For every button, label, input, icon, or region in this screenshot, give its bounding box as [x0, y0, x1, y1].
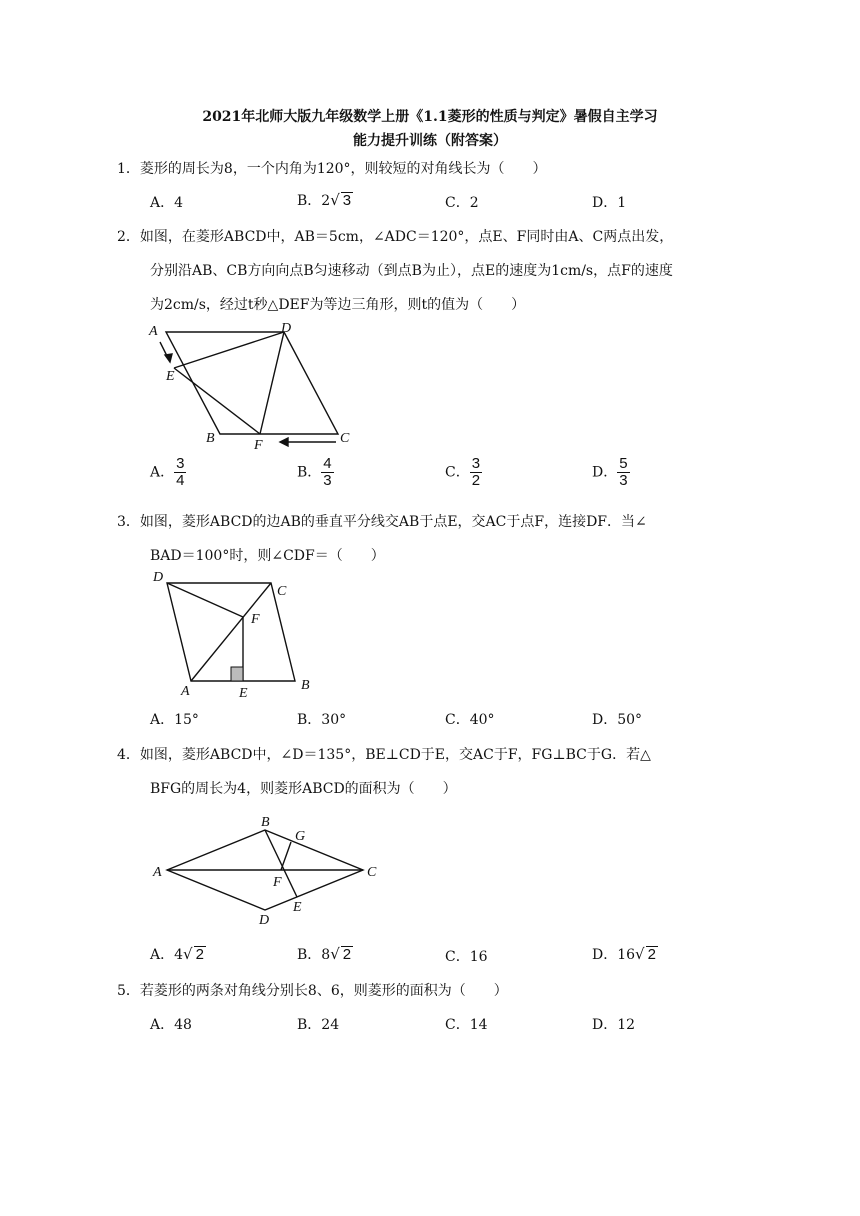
- q4-label-f: F: [273, 875, 282, 890]
- q2-label-b: B: [206, 431, 215, 446]
- q2-option-b-label: B．: [297, 464, 322, 481]
- q1-option-a: A．4: [150, 195, 184, 211]
- q4-option-b-prefix: B．8: [297, 947, 331, 963]
- q2-segment-df: [260, 332, 284, 434]
- q2-option-c-label: C．: [445, 464, 470, 481]
- question-2-line-3: 为2cm/s，经过t秒△DEF为等边三角形，则t的值为（ ）: [150, 297, 526, 313]
- question-4-text-1: [117, 744, 651, 764]
- figure-q4-rhombus: [145, 810, 385, 930]
- q2-option-c: [445, 456, 482, 489]
- q1-option-b: [297, 190, 353, 210]
- sqrt-icon: √: [183, 945, 193, 963]
- question-2-number: 2．: [117, 229, 140, 245]
- q2-option-b: [297, 456, 334, 489]
- q4-label-b: B: [261, 815, 270, 830]
- q2-option-a-label: A．: [150, 464, 175, 481]
- question-1-number: 1．: [117, 161, 140, 177]
- question-4-number: 4．: [117, 747, 140, 763]
- question-3-line-2: BAD＝100°时，则∠CDF＝（ ）: [150, 548, 385, 564]
- q2-option-d-denominator: 3: [619, 472, 628, 489]
- q4-option-b: [297, 944, 353, 964]
- question-4-line-2: BFG的周长为4，则菱形ABCD的面积为（ ）: [150, 781, 457, 797]
- question-3-number: 3．: [117, 514, 140, 530]
- q1-option-d: D．1: [592, 195, 627, 211]
- sqrt-icon: √: [330, 945, 340, 963]
- q2-option-c-denominator: 2: [471, 472, 481, 489]
- q4-option-a-radicand: 2: [195, 946, 204, 963]
- q2-option-a-numerator: 3: [176, 455, 185, 472]
- q2-arrow-f-head-icon: [280, 438, 288, 446]
- question-5-text: [117, 980, 508, 1000]
- q5-option-b: B．24: [297, 1017, 340, 1033]
- question-1-line-1: 菱形的周长为8，一个内角为120°，则较短的对角线长为（ ）: [139, 161, 547, 177]
- q1-option-b-radicand: 3: [342, 192, 352, 209]
- q4-option-b-radicand: 2: [342, 946, 352, 963]
- q3-option-a: A．15°: [150, 712, 199, 728]
- q4-label-c: C: [367, 865, 377, 880]
- q4-option-d: [592, 944, 658, 964]
- q4-option-c: C．16: [445, 949, 488, 965]
- q4-option-d-prefix: D．16: [592, 947, 636, 963]
- q3-segment-df: [167, 583, 243, 617]
- q1-option-b-prefix: B．2: [297, 193, 331, 209]
- q2-label-d: D: [281, 321, 292, 336]
- q3-label-a: A: [181, 684, 190, 699]
- q2-label-e: E: [166, 369, 175, 384]
- q5-option-c: C．14: [445, 1017, 488, 1033]
- q4-option-d-radicand: 2: [647, 946, 656, 963]
- q2-option-c-numerator: 3: [471, 455, 481, 472]
- q2-option-b-numerator: 4: [323, 455, 332, 472]
- q3-label-f: F: [251, 612, 260, 627]
- q2-rhombus-outline: [166, 332, 338, 434]
- q4-label-e: E: [293, 900, 302, 915]
- q2-option-d-numerator: 5: [619, 455, 628, 472]
- q5-option-d: D．12: [592, 1017, 636, 1033]
- question-4-line-1: 如图，菱形ABCD中，∠D＝135°，BE⊥CD于E，交AC于F，FG⊥BC于G．若△: [139, 747, 651, 763]
- q4-segment-fg: [281, 842, 291, 870]
- question-3-text-1: [117, 511, 647, 531]
- question-1-text: [117, 158, 547, 178]
- q2-option-a-fraction: [174, 456, 186, 489]
- q3-label-d: D: [153, 570, 164, 585]
- q2-option-c-fraction: [470, 456, 482, 489]
- q2-option-d-label: D．: [592, 464, 618, 481]
- q3-label-b: B: [301, 678, 310, 693]
- q4-label-a: A: [153, 865, 162, 880]
- q4-label-g: G: [295, 829, 306, 844]
- q2-arrow-e-head-icon: [165, 354, 172, 362]
- document-title-line-1: 2021年北师大版九年级数学上册《1.1菱形的性质与判定》暑假自主学习: [202, 109, 658, 125]
- q1-option-c: C．2: [445, 195, 479, 211]
- sqrt-icon: √: [330, 191, 340, 209]
- question-5-line-1: 若菱形的两条对角线分别长8、6，则菱形的面积为（ ）: [139, 983, 508, 999]
- q3-option-c: C．40°: [445, 712, 495, 728]
- q5-option-a: A．48: [150, 1017, 192, 1033]
- q2-label-f: F: [254, 438, 263, 453]
- q2-segment-ef: [174, 368, 260, 434]
- question-2-text-1: [117, 226, 673, 246]
- figure-q2-rhombus: [140, 318, 370, 453]
- q2-option-b-denominator: 3: [323, 472, 332, 489]
- question-2-line-2: 分别沿AB、CB方向向点B匀速移动（到点B为止），点E的速度为1cm/s，点F的速度: [150, 263, 673, 279]
- q3-option-d: D．50°: [592, 712, 643, 728]
- q2-option-a-denominator: 4: [176, 472, 185, 489]
- figure-q3-rhombus: [145, 565, 325, 700]
- q2-option-d: [592, 456, 630, 489]
- q3-diagonal-ac: [191, 583, 271, 681]
- q2-option-d-fraction: [617, 456, 629, 489]
- question-5-number: 5．: [117, 983, 140, 999]
- q3-label-e: E: [239, 686, 248, 700]
- right-angle-icon: [231, 667, 243, 681]
- q2-label-a: A: [149, 324, 158, 339]
- q2-option-b-fraction: [321, 456, 333, 489]
- q2-label-c: C: [340, 431, 350, 446]
- q3-option-b: B．30°: [297, 712, 347, 728]
- q2-option-a: [150, 456, 186, 489]
- sqrt-icon: √: [635, 945, 645, 963]
- question-2-line-1: 如图，在菱形ABCD中，AB＝5cm，∠ADC＝120°，点E、F同时由A、C两点出发，: [139, 229, 674, 245]
- document-title-line-2: 能力提升训练（附答案）: [353, 133, 507, 149]
- q3-label-c: C: [277, 584, 287, 599]
- q4-label-d: D: [259, 913, 270, 928]
- question-3-line-1: 如图，菱形ABCD的边AB的垂直平分线交AB于点E，交AC于点F，连接DF．当∠: [139, 514, 647, 530]
- q4-option-a-prefix: A．4: [150, 947, 184, 963]
- q2-segment-de: [174, 332, 284, 368]
- q4-option-a: [150, 944, 206, 964]
